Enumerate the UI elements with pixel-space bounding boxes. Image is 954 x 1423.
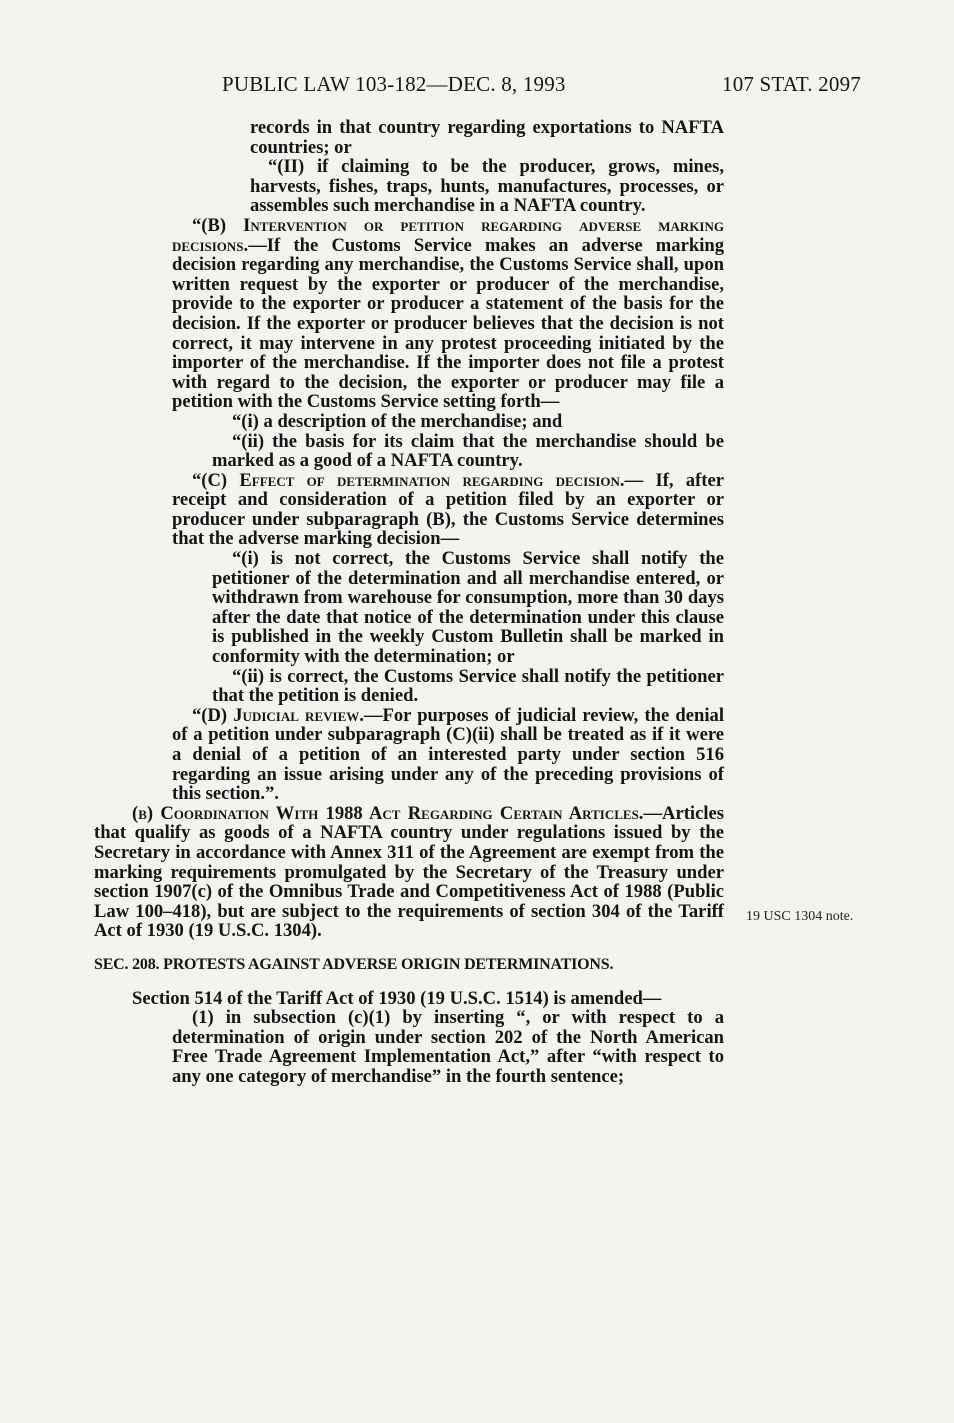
page-header [0,72,954,102]
subsection-b-heading: (b) Coordination With 1988 Act Regarding Certain Articles. [132,802,644,824]
paragraph-subD [94,706,724,804]
paragraph-subB-ii: “(ii) the basis for its claim that the merchandise should be marked as a good of a NAFTA country. [212,430,724,472]
subsection-b-text: —Articles that qualify as goods of a NAFTA country under regulations issued by the Secretary in accordance with Annex 311 of the Agreement are exempt from the marking requirements promulgated by the Secretary of the Treasury under section 1907(c) of the Omnibus Trade and Competitiveness Act of 1988 (Public Law 100–418), but are subject to the requirements of section 304 of the Tariff Act of 1930 (19 U.S.C. 1304). [94,802,724,942]
margin-note-usc: 19 USC 1304 note. [746,909,854,924]
paragraph-subB [94,216,724,412]
paragraph-item-1: (1) in subsection (c)(1) by inserting “, or with respect to a determination of origin under section 202 of the North American Free Trade Agreement Implementation Act,” after “with respect to any one category of merchandise” in the fourth sentence; [172,1007,724,1087]
paragraph-subB-i: “(i) a description of the merchandise; and [232,410,563,432]
subB-heading: “(B) Intervention or petition regarding adverse marking decisions. [172,214,724,256]
paragraph-section-514: Section 514 of the Tariff Act of 1930 (19 U.S.C. 1514) is amended— [132,987,662,1009]
paragraph-records: records in that country regarding exportations to NAFTA countries; or [250,117,724,158]
subB-text: —If the Customs Service makes an adverse marking decision regarding any merchandise, the Customs Service shall, upon written request by the exporter or producer of the merchandise, provide to the exporter or producer a statement of the basis for the decision. If the exporter or producer believes that the decision is not correct, it may intervene in any protest proceeding initiated by the importer of the merchandise. If the importer does not file a protest with regard to the decision, the exporter or producer may file a petition with the Customs Service setting forth— [172,234,724,413]
paragraph-subC-i: “(i) is not correct, the Customs Service shall notify the petitioner of the determination and all merchandise entered, or withdrawn from warehouse for consumption, more than 30 days after the date that notice of the determination under this clause is published in the weekly Custom Bulletin shall be marked in conformity with the determination; or [212,548,724,668]
subC-heading: “(C) Effect of determination regarding decision. [192,469,625,491]
paragraph-clause-II: “(II) if claiming to be the producer, grows, mines, harvests, fishes, traps, hunts, manufactures, processes, or assembles such merchandise in a NAFTA country. [250,156,724,217]
paragraph-subC [94,471,724,549]
subC-text: — If, after receipt and consideration of a petition filed by an exporter or producer under subparagraph (B), the Customs Service determines that the adverse marking decision— [172,469,724,550]
subD-text: —For purposes of judicial review, the denial of a petition under subparagraph (C)(ii) shall be treated as if it were a denial of a petition of an interested party under section 516 regarding an issue arising under any of the preceding provisions of this section.”. [172,704,724,805]
paragraph-subsection-b [94,804,724,941]
document-body [94,118,724,1087]
header-citation: PUBLIC LAW 103-182—DEC. 8, 1993 [222,72,566,96]
header-stat-page: 107 STAT. 2097 [722,72,861,96]
subD-heading: “(D) Judicial review. [192,704,364,726]
section-208-heading: SEC. 208. PROTESTS AGAINST ADVERSE ORIGIN DETERMINATIONS. [94,955,614,973]
paragraph-subC-ii: “(ii) is correct, the Customs Service shall notify the petitioner that the petition is denied. [212,665,724,707]
